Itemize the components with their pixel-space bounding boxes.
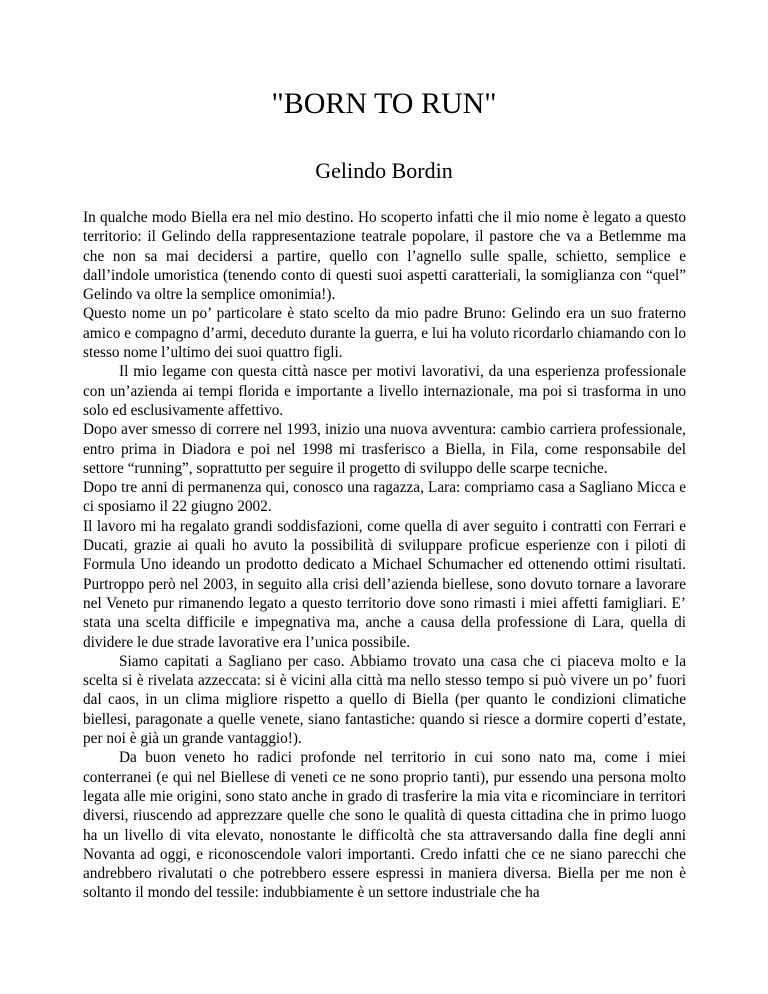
author-name: Gelindo Bordin: [315, 158, 453, 183]
paragraph: Siamo capitati a Sagliano per caso. Abbiamo trovato una casa che ci piaceva molto e la scelta si è rivelata azzeccata: si è vicini alla città ma nello stesso tempo si può vivere un po’ fuori dal caos, in un clima migliore rispetto a quello di Biella (per quanto le condizioni climatiche biellesi, paragonate a quelle venete, siano fantastiche: quando si riesce a dormire coperti d’estate, per noi è già un grande vantaggio!).: [83, 652, 686, 748]
paragraph: Il mio legame con questa città nasce per motivi lavorativi, da una esperienza professionale con un’azienda ai tempi florida e importante a livello internazionale, ma poi si trasforma in uno solo ed esclusivamente affettivo.: [83, 363, 686, 419]
paragraph: Il lavoro mi ha regalato grandi soddisfazioni, come quella di aver seguito i contratti con Ferrari e Ducati, grazie ai quali ho avuto la possibilità di sviluppare proficue esperienze con i piloti di Formula Uno ideando un prodotto dedicato a Michael Schumacher ed ottenendo ottimi risultati. Purtroppo però nel 2003, in seguito alla crisi dell’azienda biellese, sono dovuto tornare a lavorare nel Veneto pur rimanendo legato a questo territorio dove sono rimasti i miei affetti famigliari. E’ stata una scelta difficile e impegnativa ma, anche a causa della professione di Lara, quella di dividere le due strade lavorative era l’unica possibile.: [83, 517, 686, 651]
paragraph: Dopo tre anni di permanenza qui, conosco una ragazza, Lara: compriamo casa a Sagliano Micca e ci sposiamo il 22 giugno 2002.: [83, 479, 686, 516]
paragraph: Da buon veneto ho radici profonde nel territorio in cui sono nato ma, come i miei conterranei (e qui nel Biellese di veneti ce ne sono proprio tanti), pur essendo una persona molto legata alle mie origini, sono stato anche in grado di trasferire la mia vita e ricominciare in territori diversi, riuscendo ad apprezzare quelle che sono le qualità di questa cittadina che in primo luogo ha un livello di vita elevato, nonostante le difficoltà che sta attraversando dalla fine degli anni Novanta ad oggi, e riconoscendole valori importanti. Credo infatti che ce ne siano parecchi che andrebbero rivalutati o che potrebbero essere espressi in maniera diversa. Biella per me non è soltanto il mondo del tessile: indubbiamente è un settore industriale che ha: [83, 749, 686, 902]
paragraph: In qualche modo Biella era nel mio destino. Ho scoperto infatti che il mio nome è legato a questo territorio: il Gelindo della rappresentazione teatrale popolare, il pastore che va a Betlemme ma che non sa mai decidersi a partire, quello con l’agnello sulle spalle, schietto, semplice e dall’indole umoristica (tenendo conto di questi suoi aspetti caratteriali, la somiglianza con “quel” Gelindo va oltre la semplice omonimia!).: [83, 209, 686, 304]
page-title: "BORN TO RUN": [271, 87, 497, 120]
paragraph: Questo nome un po’ particolare è stato scelto da mio padre Bruno: Gelindo era un suo fraterno amico e compagno d’armi, deceduto durante la guerra, e lui ha voluto ricordarlo chiamando con lo stesso nome l’ultimo dei suoi quattro figli.: [83, 305, 686, 362]
article-body: [83, 208, 686, 903]
paragraph: Dopo aver smesso di correre nel 1993, inizio una nuova avventura: cambio carriera professionale, entro prima in Diadora e poi nel 1998 mi trasferisco a Biella, in Fila, come responsabile del settore “running”, soprattutto per seguire il progetto di sviluppo delle scarpe tecniche.: [83, 421, 686, 477]
